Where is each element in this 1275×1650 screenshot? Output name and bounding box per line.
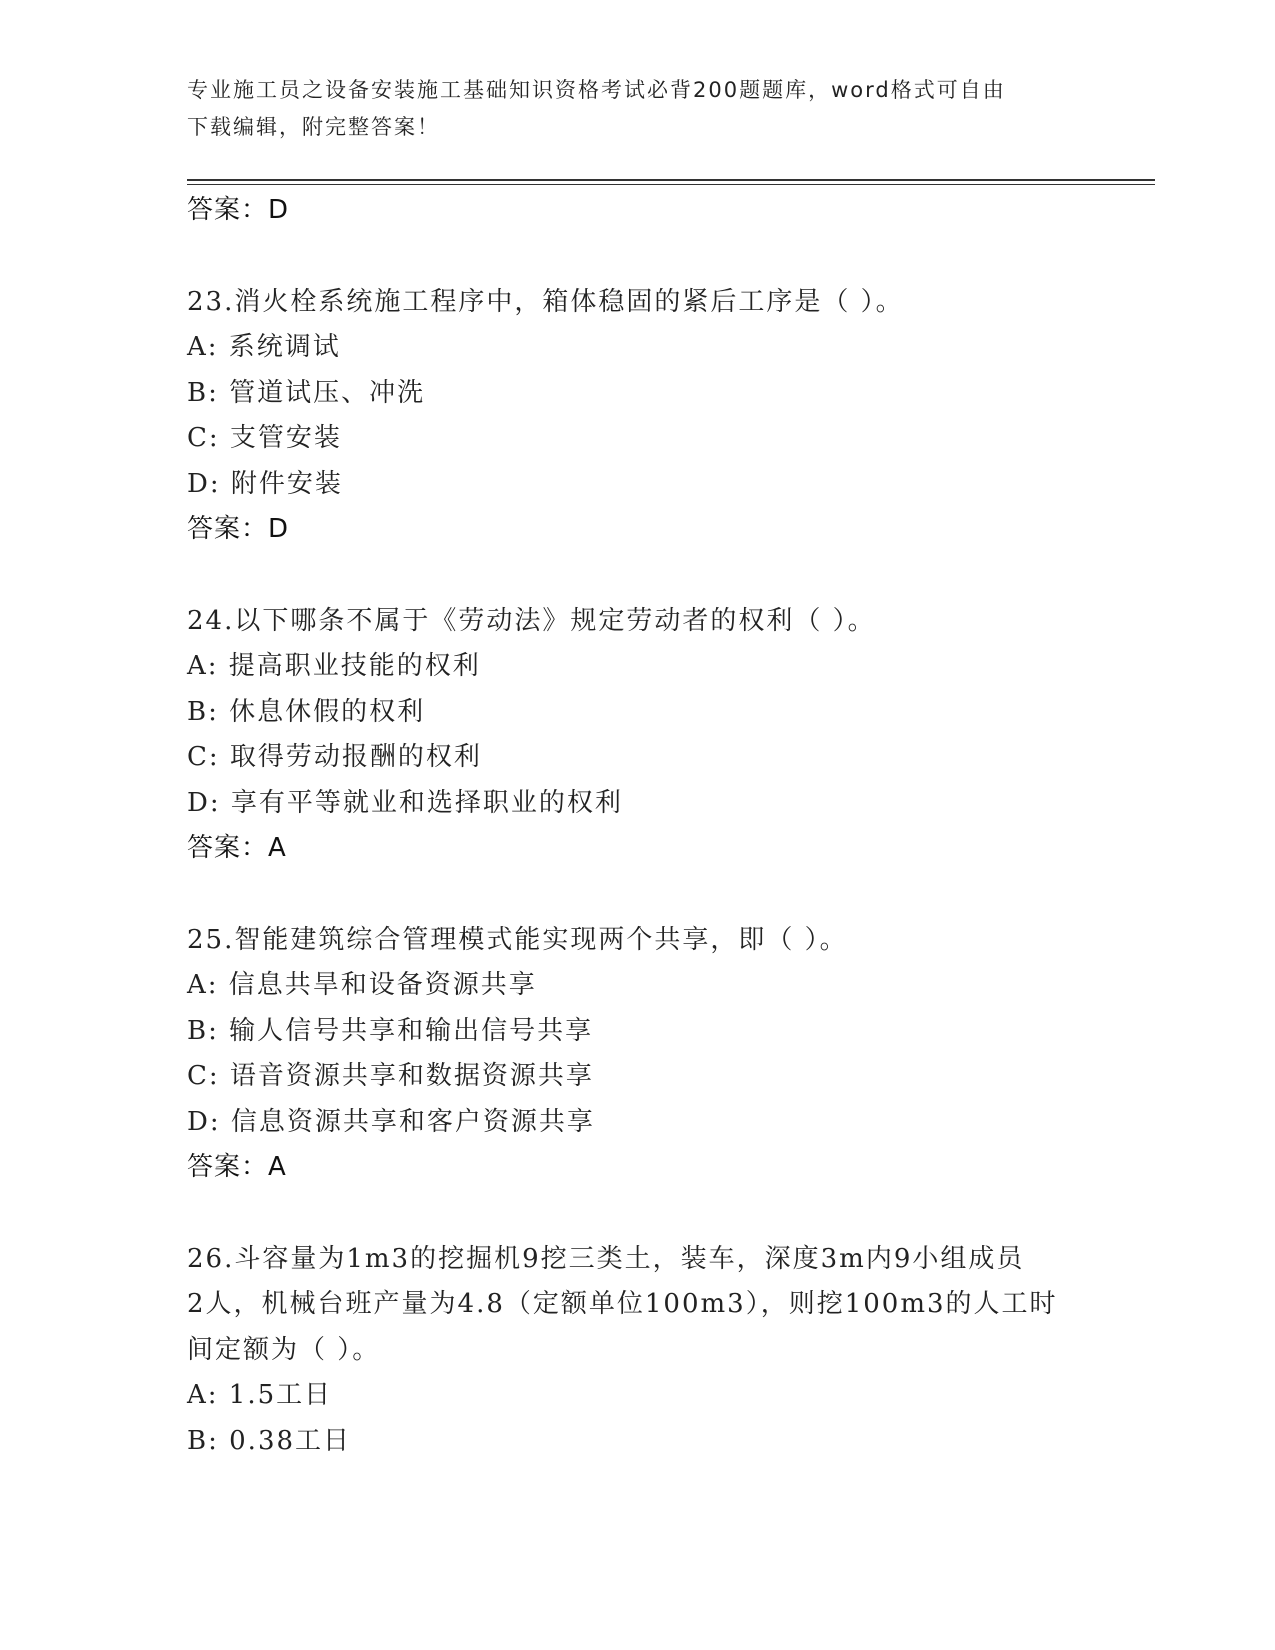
- header-line-2: 下载编辑，附完整答案！: [187, 115, 440, 139]
- spacer: [187, 553, 1067, 599]
- answer-line: 答案：A: [187, 1152, 287, 1182]
- option-a: A: 信息共旱和设备资源共享: [187, 970, 537, 1000]
- question-stem-line-1: 26.斗容量为1m3的挖掘机9挖三类土，装车，深度3m内9小组成员: [187, 1243, 1025, 1274]
- option-d: D: 享有平等就业和选择职业的权利: [187, 787, 623, 818]
- answer-line: 答案：A: [187, 833, 287, 863]
- question-block: [187, 599, 1067, 872]
- option-c: C: 支管安装: [187, 423, 342, 453]
- spacer: [187, 1191, 1067, 1237]
- header-line-1: 专业施工员之设备安装施工基础知识资格考试必背200题题库，word格式可自由: [187, 78, 1006, 102]
- option-a: A: 系统调试: [187, 332, 341, 362]
- header-divider-thin: [187, 184, 1155, 185]
- option-d: D: 附件安装: [187, 468, 343, 499]
- question-stem-line-3: 间定额为（ ）。: [187, 1334, 381, 1365]
- option-b: B: 管道试压、冲洗: [187, 377, 426, 408]
- question-block: [187, 280, 1067, 553]
- document-body: [187, 188, 1067, 1464]
- option-b: B: 休息休假的权利: [187, 696, 426, 727]
- option-b: B: 输人信号共享和输出信号共享: [187, 1015, 594, 1046]
- answer-line: 答案：D: [187, 195, 290, 225]
- answer-line: 答案：D: [187, 514, 290, 544]
- question-block: [187, 1237, 1067, 1465]
- spacer: [187, 234, 1067, 280]
- option-c: C: 语音资源共享和数据资源共享: [187, 1061, 594, 1091]
- option-b: B: 0.38工日: [187, 1425, 352, 1456]
- question-block: [187, 918, 1067, 1191]
- spacer: [187, 872, 1067, 918]
- question-stem: 24.以下哪条不属于《劳动法》规定劳动者的权利（ ）。: [187, 605, 876, 636]
- option-d: D: 信息资源共享和客户资源共享: [187, 1106, 595, 1137]
- option-a: A: 提高职业技能的权利: [187, 651, 481, 681]
- question-stem: 23.消火栓系统施工程序中，箱体稳固的紧后工序是（ ）。: [187, 286, 904, 317]
- option-a: A: 1.5工日: [187, 1380, 333, 1410]
- header-divider: [187, 179, 1155, 181]
- document-header: [187, 72, 1067, 146]
- option-c: C: 取得劳动报酬的权利: [187, 742, 482, 772]
- question-stem: 25.智能建筑综合管理模式能实现两个共享，即（ ）。: [187, 924, 848, 955]
- question-stem-line-2: 2人，机械台班产量为4.8（定额单位100m3），则挖100m3的人工时: [187, 1289, 1058, 1319]
